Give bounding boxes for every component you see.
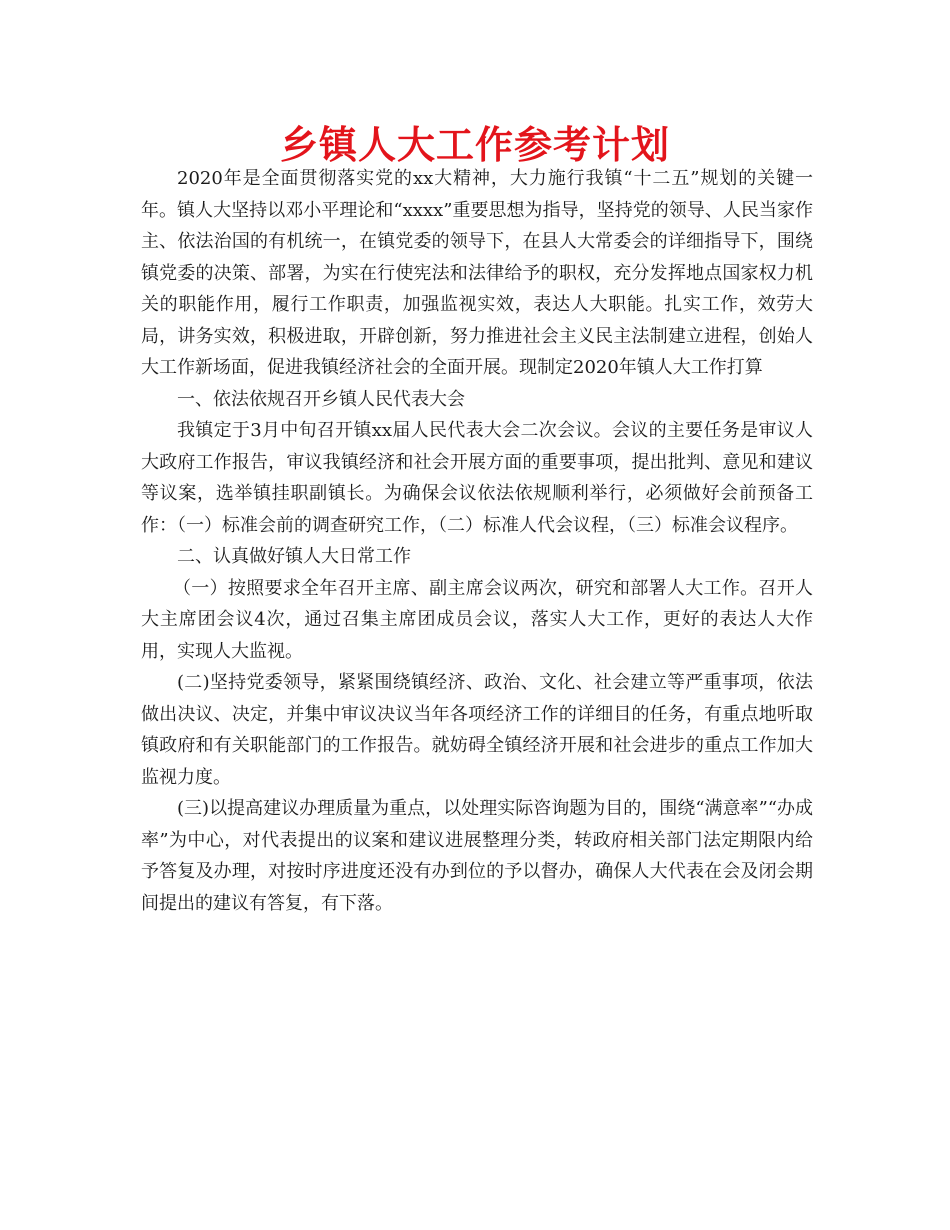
document-body	[141, 163, 813, 919]
section-2-item-2: (二)坚持党委领导，紧紧围绕镇经济、政治、文化、社会建立等严重事项，依法做出决议、决定，并集中审议决议当年各项经济工作的详细目的任务，有重点地听取镇政府和有关职能部门的工作报告。就妨碍全镇经济开展和社会进步的重点工作加大监视力度。	[141, 672, 813, 788]
document-title: 乡镇人大工作参考计划	[279, 123, 670, 167]
section-2-item-3: (三)以提高建议办理质量为重点，以处理实际咨询题为目的，围绕“满意率”“办成率”为中心，对代表提出的议案和建议进展整理分类，转政府相关部门法定期限内给予答复及办理，对按时序进度还没有办到位的予以督办，确保人大代表在会及闭会期间提出的建议有答复，有下落。	[141, 798, 813, 914]
intro-paragraph: 2020年是全面贯彻落实党的xx大精神，大力施行我镇“十二五”规划的关键一年。镇人大坚持以邓小平理论和“xxxx”重要思想为指导，坚持党的领导、人民当家作主、依法治国的有机统一，在镇党委的领导下，在县人大常委会的详细指导下，围绕镇党委的决策、部署，为实在行使宪法和法律给予的职权，充分发挥地点国家权力机关的职能作用，履行工作职责，加强监视实效，表达人大职能。扎实工作，效劳大局，讲务实效，积极进取，开辟创新，努力推进社会主义民主法制建立进程，创始人大工作新场面，促进我镇经济社会的全面开展。现制定2020年镇人大工作打算	[141, 168, 813, 378]
section-2-item-1: （一）按照要求全年召开主席、副主席会议两次，研究和部署人大工作。召开人大主席团会议4次，通过召集主席团成员会议，落实人大工作，更好的表达人大作用，实现人大监视。	[141, 577, 813, 662]
section-1-paragraph: 我镇定于3月中旬召开镇xx届人民代表大会二次会议。会议的主要任务是审议人大政府工作报告，审议我镇经济和社会开展方面的重要事项，提出批判、意见和建议等议案，选举镇挂职副镇长。为确保会议依法依规顺利举行，必须做好会前预备工作：（一）标准会前的调查研究工作，（二）标准人代会议程，（三）标准会议程序。	[141, 420, 813, 536]
section-heading-1: 一、依法依规召开乡镇人民代表大会	[177, 388, 465, 410]
section-heading-2: 二、认真做好镇人大日常工作	[177, 546, 411, 567]
